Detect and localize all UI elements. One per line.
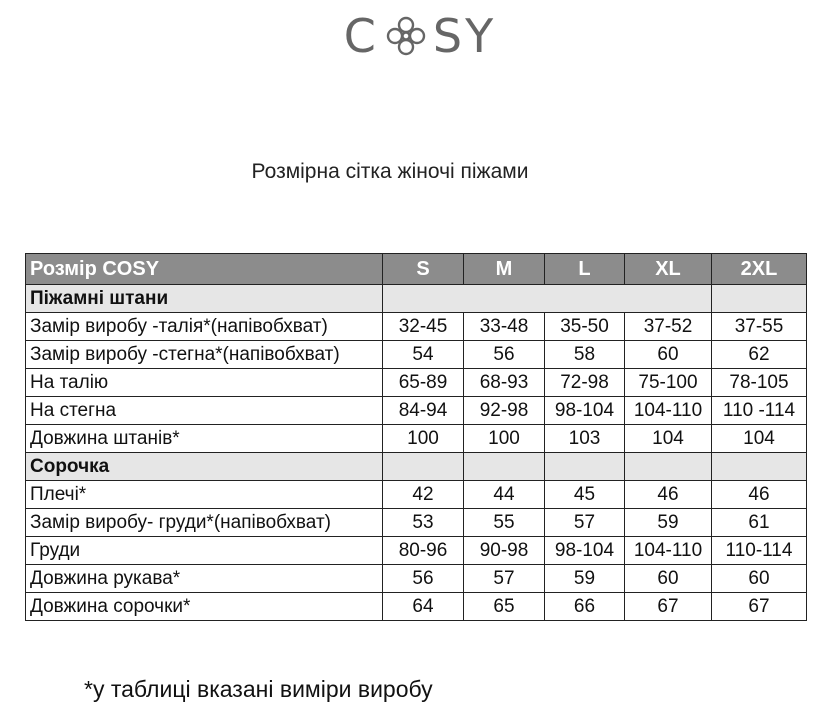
row-value: 90-98 xyxy=(464,537,545,565)
row-value: 57 xyxy=(464,565,545,593)
row-value: 78-105 xyxy=(712,369,807,397)
row-value: 65-89 xyxy=(383,369,464,397)
table-row xyxy=(26,481,807,509)
header-size-l: L xyxy=(545,254,625,285)
table-row xyxy=(26,313,807,341)
row-value: 32-45 xyxy=(383,313,464,341)
row-value: 98-104 xyxy=(545,537,625,565)
table-row xyxy=(26,537,807,565)
row-value: 100 xyxy=(464,425,545,453)
table-row xyxy=(26,341,807,369)
row-value: 68-93 xyxy=(464,369,545,397)
row-value: 60 xyxy=(712,565,807,593)
row-value: 37-52 xyxy=(625,313,712,341)
row-value: 55 xyxy=(464,509,545,537)
table-row xyxy=(26,369,807,397)
row-value: 44 xyxy=(464,481,545,509)
row-value: 45 xyxy=(545,481,625,509)
row-value: 84-94 xyxy=(383,397,464,425)
header-size-2xl: 2XL xyxy=(712,254,807,285)
table-row xyxy=(26,425,807,453)
section-blank-cell xyxy=(625,453,712,481)
table-row xyxy=(26,593,807,621)
row-value: 65 xyxy=(464,593,545,621)
row-label: Груди xyxy=(26,537,383,565)
row-value: 46 xyxy=(625,481,712,509)
section-blank-cell xyxy=(545,453,625,481)
header-size-label: Розмір COSY xyxy=(26,254,383,285)
row-value: 61 xyxy=(712,509,807,537)
row-value: 104-110 xyxy=(625,537,712,565)
row-value: 62 xyxy=(712,341,807,369)
row-label: Довжина рукава* xyxy=(26,565,383,593)
row-value: 60 xyxy=(625,341,712,369)
row-value: 67 xyxy=(712,593,807,621)
row-value: 64 xyxy=(383,593,464,621)
row-label: На стегна xyxy=(26,397,383,425)
row-value: 104 xyxy=(625,425,712,453)
table-row xyxy=(26,397,807,425)
row-value: 80-96 xyxy=(383,537,464,565)
row-value: 33-48 xyxy=(464,313,545,341)
row-value: 60 xyxy=(625,565,712,593)
row-value: 46 xyxy=(712,481,807,509)
page-title: Розмірна сітка жіночі піжами xyxy=(251,160,529,183)
section-blank-cell xyxy=(712,285,807,313)
row-value: 56 xyxy=(383,565,464,593)
row-value: 72-98 xyxy=(545,369,625,397)
row-value: 35-50 xyxy=(545,313,625,341)
section-blank-cell xyxy=(383,285,712,313)
row-label: Довжина сорочки* xyxy=(26,593,383,621)
table-row xyxy=(26,565,807,593)
size-chart-table xyxy=(25,253,807,621)
section-row xyxy=(26,285,807,313)
table-header-row xyxy=(26,254,807,285)
row-label: На талію xyxy=(26,369,383,397)
header-size-m: M xyxy=(464,254,545,285)
row-value: 110 -114 xyxy=(712,397,807,425)
row-value: 104-110 xyxy=(625,397,712,425)
brand-logo xyxy=(0,8,840,64)
row-label: Замір виробу- груди*(напівобхват) xyxy=(26,509,383,537)
section-blank-cell xyxy=(712,453,807,481)
row-value: 42 xyxy=(383,481,464,509)
header-size-xl: XL xyxy=(625,254,712,285)
footnote: *у таблиці вказані виміри виробу xyxy=(84,676,433,702)
row-value: 57 xyxy=(545,509,625,537)
row-value: 103 xyxy=(545,425,625,453)
row-value: 100 xyxy=(383,425,464,453)
row-value: 37-55 xyxy=(712,313,807,341)
row-value: 59 xyxy=(625,509,712,537)
row-value: 54 xyxy=(383,341,464,369)
row-value: 110-114 xyxy=(712,537,807,565)
row-label: Замір виробу -стегна*(напівобхват) xyxy=(26,341,383,369)
row-value: 67 xyxy=(625,593,712,621)
row-label: Плечі* xyxy=(26,481,383,509)
table-row xyxy=(26,509,807,537)
row-value: 104 xyxy=(712,425,807,453)
section-blank-cell xyxy=(383,453,464,481)
logo-text-right: SY xyxy=(432,9,497,63)
row-label: Довжина штанів* xyxy=(26,425,383,453)
row-value: 59 xyxy=(545,565,625,593)
row-label: Замір виробу -талія*(напівобхват) xyxy=(26,313,383,341)
logo-text-left: C xyxy=(343,9,379,63)
row-value: 53 xyxy=(383,509,464,537)
section-title: Сорочка xyxy=(26,453,383,481)
row-value: 56 xyxy=(464,341,545,369)
row-value: 98-104 xyxy=(545,397,625,425)
row-value: 58 xyxy=(545,341,625,369)
row-value: 66 xyxy=(545,593,625,621)
section-row xyxy=(26,453,807,481)
knot-flower-icon xyxy=(381,11,431,61)
section-title: Піжамні штани xyxy=(26,285,383,313)
section-blank-cell xyxy=(464,453,545,481)
row-value: 92-98 xyxy=(464,397,545,425)
row-value: 75-100 xyxy=(625,369,712,397)
header-size-s: S xyxy=(383,254,464,285)
